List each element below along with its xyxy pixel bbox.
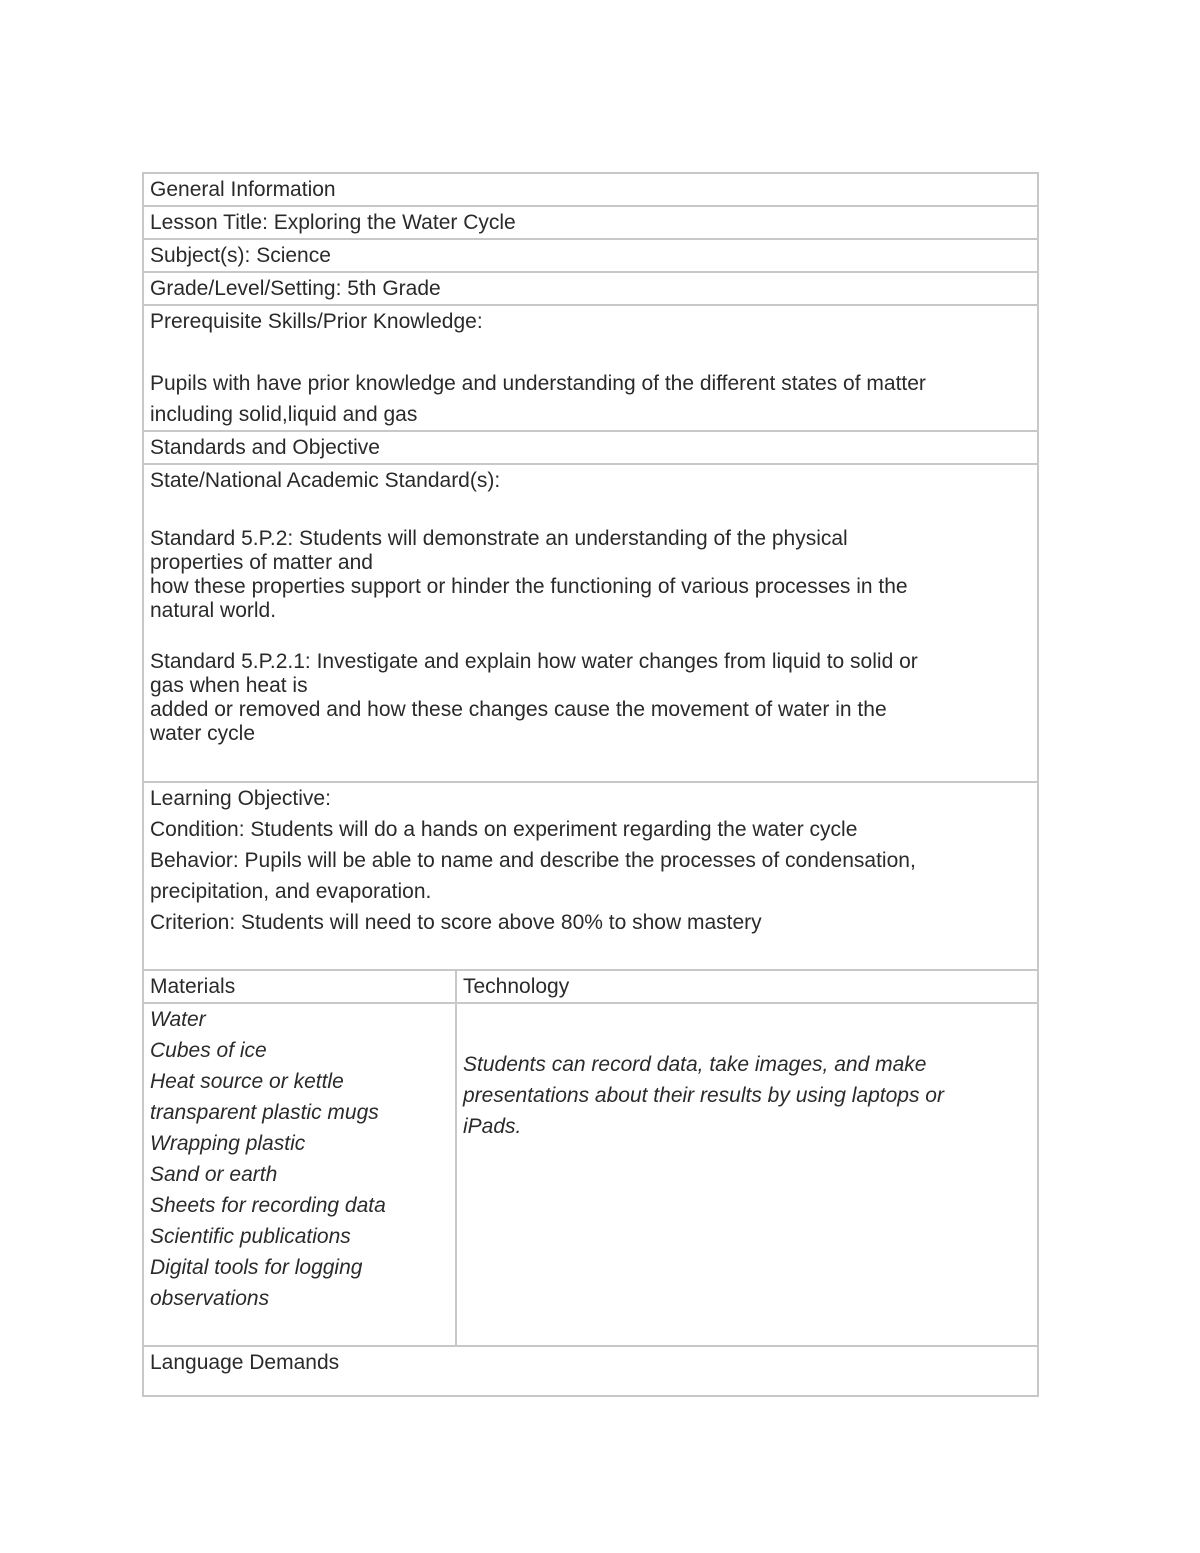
list-item: Sand or earth xyxy=(150,1163,278,1186)
prerequisite-cell xyxy=(143,305,1038,431)
list-item: Cubes of ice xyxy=(150,1039,267,1062)
standards-cell xyxy=(143,464,1038,782)
list-item: Digital tools for logging xyxy=(150,1256,363,1279)
table-row xyxy=(143,1003,1038,1346)
learning-objective-cell xyxy=(143,782,1038,970)
table-row xyxy=(143,431,1038,464)
behavior-line: Behavior: Pupils will be able to name and describe the processes of condensation, xyxy=(150,849,916,872)
standards-label: State/National Academic Standard(s): xyxy=(150,469,501,492)
prerequisite-text-line: Pupils with have prior knowledge and understanding of the different states of matter xyxy=(150,372,926,395)
list-item: transparent plastic mugs xyxy=(150,1101,379,1124)
list-item: Water xyxy=(150,1008,206,1031)
technology-line: presentations about their results by using laptops or xyxy=(463,1084,944,1107)
table-row xyxy=(143,239,1038,272)
standard-5p2 xyxy=(150,527,1031,623)
materials-list xyxy=(143,1003,456,1346)
standards-heading: Standards and Objective xyxy=(143,431,1038,464)
technology-cell xyxy=(456,1003,1038,1346)
standard-line: Standard 5.P.2: Students will demonstrate an understanding of the physical xyxy=(150,527,848,550)
list-item: Wrapping plastic xyxy=(150,1132,306,1155)
standard-5p21 xyxy=(150,650,1031,746)
language-demands-cell xyxy=(143,1346,1038,1396)
spacer xyxy=(150,623,1031,650)
list-item: Heat source or kettle xyxy=(150,1070,344,1093)
standard-line: water cycle xyxy=(150,722,256,745)
standard-line: Standard 5.P.2.1: Investigate and explain how water changes from liquid to solid or xyxy=(150,650,918,673)
technology-text xyxy=(463,1004,1031,1142)
spacer xyxy=(150,746,1031,781)
spacer xyxy=(150,1314,449,1345)
table-row xyxy=(143,1346,1038,1396)
lesson-title: Lesson Title: Exploring the Water Cycle xyxy=(143,206,1038,239)
list-item: observations xyxy=(150,1287,270,1310)
standard-line: how these properties support or hinder the functioning of various processes in the xyxy=(150,575,908,598)
technology-line: iPads. xyxy=(463,1115,522,1138)
spacer xyxy=(150,337,1031,368)
spacer xyxy=(150,938,1031,969)
standard-line: gas when heat is xyxy=(150,674,308,697)
materials-heading: Materials xyxy=(143,970,456,1003)
learning-objective-label: Learning Objective: xyxy=(150,787,331,810)
subjects: Subject(s): Science xyxy=(143,239,1038,272)
standard-line: added or removed and how these changes cause the movement of water in the xyxy=(150,698,887,721)
table-row xyxy=(143,464,1038,782)
spacer xyxy=(150,1378,1031,1395)
technology-heading: Technology xyxy=(456,970,1038,1003)
list-item: Scientific publications xyxy=(150,1225,351,1248)
spacer xyxy=(150,496,1031,527)
standard-line: properties of matter and xyxy=(150,551,373,574)
standard-line: natural world. xyxy=(150,599,277,622)
criterion: Criterion: Students will need to score above 80% to show mastery xyxy=(150,911,762,934)
list-item: Sheets for recording data xyxy=(150,1194,386,1217)
grade-level: Grade/Level/Setting: 5th Grade xyxy=(143,272,1038,305)
table-row xyxy=(143,970,1038,1003)
lesson-plan-table xyxy=(142,172,1039,1397)
behavior-line: precipitation, and evaporation. xyxy=(150,880,432,903)
prerequisite-label: Prerequisite Skills/Prior Knowledge: xyxy=(150,310,483,333)
language-demands-heading: Language Demands xyxy=(150,1351,340,1374)
table-row xyxy=(143,206,1038,239)
prerequisite-text-line: including solid,liquid and gas xyxy=(150,403,418,426)
technology-line: Students can record data, take images, and make xyxy=(463,1053,927,1076)
table-row xyxy=(143,173,1038,206)
general-information-heading: General Information xyxy=(143,173,1038,206)
condition: Condition: Students will do a hands on experiment regarding the water cycle xyxy=(150,818,858,841)
table-row xyxy=(143,305,1038,431)
table-row xyxy=(143,272,1038,305)
table-row xyxy=(143,782,1038,970)
